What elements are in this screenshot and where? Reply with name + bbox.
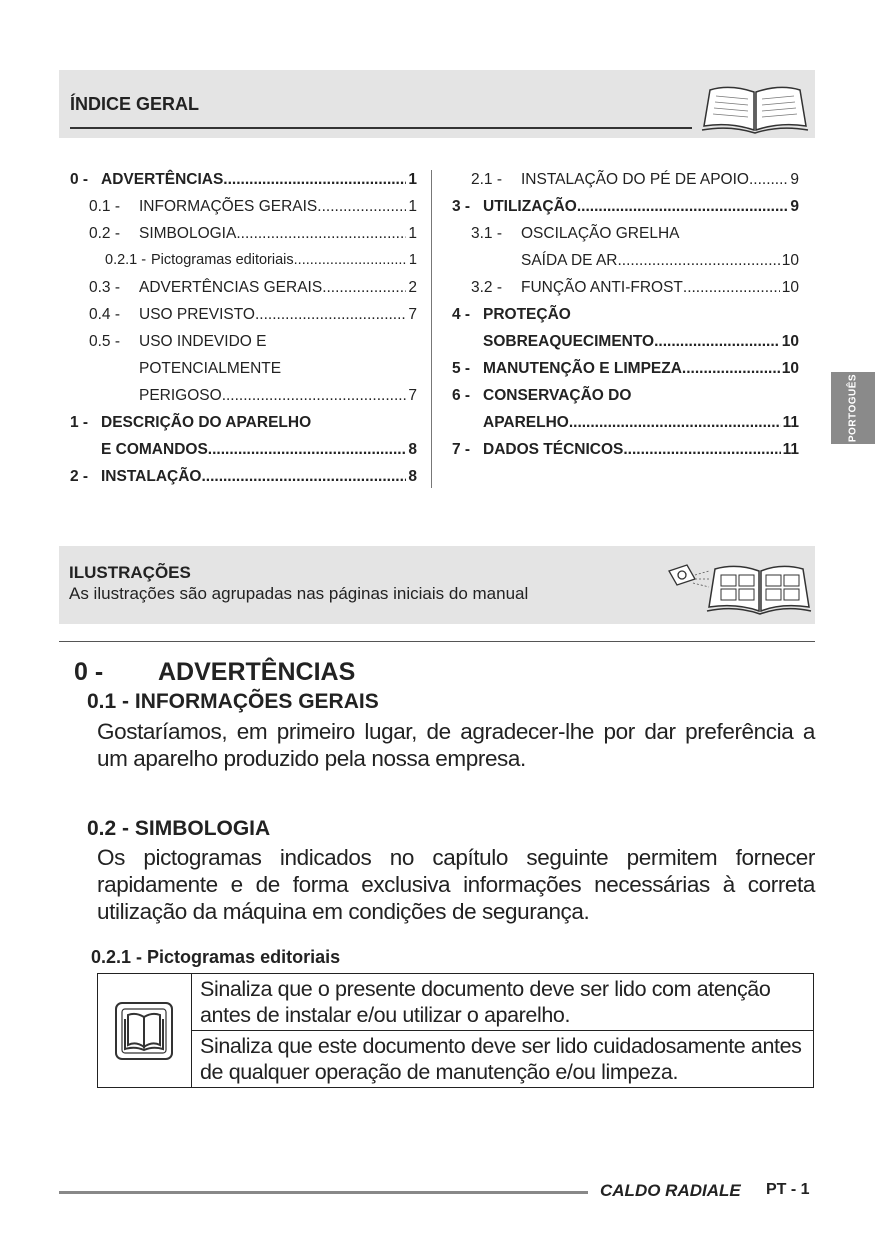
- toc-entry-number: 3 -: [452, 198, 471, 215]
- toc-leader-dots: [617, 247, 779, 274]
- toc-entry-text: SAÍDA DE AR: [521, 252, 618, 269]
- toc-entry-page: 10: [781, 360, 799, 377]
- toc-entry-number: 4 -: [452, 306, 471, 323]
- toc-leader-dots: [569, 409, 781, 436]
- index-title: ÍNDICE GERAL: [70, 94, 200, 114]
- toc-entry-page: 10: [781, 252, 799, 269]
- toc-right-column: [452, 166, 799, 463]
- toc-entry[interactable]: [70, 220, 417, 247]
- toc-leader-dots: [623, 436, 780, 463]
- toc-entry-text: PERIGOSO: [139, 387, 222, 404]
- toc-entry-number: 0.2.1 -: [105, 252, 147, 268]
- subsection-0-2-1-heading: 0.2.1 - Pictogramas editoriais: [91, 947, 341, 967]
- toc-entry-number: 0.1 -: [89, 198, 121, 215]
- illustrated-book-icon: [665, 557, 813, 615]
- toc-column-divider: [431, 170, 432, 488]
- toc-entry-text: USO PREVISTO: [139, 306, 255, 323]
- toc-entry[interactable]: [70, 436, 417, 463]
- toc-entry-page: 7: [408, 306, 417, 323]
- subsection-0-2-heading: 0.2 - SIMBOLOGIA: [87, 817, 271, 840]
- toc-entry-text: Pictogramas editoriais: [151, 252, 294, 268]
- toc-entry-text: APARELHO: [483, 414, 569, 431]
- section-heading: [74, 658, 355, 687]
- toc-leader-dots: [294, 247, 407, 274]
- footer-brand: CALDO RADIALE: [600, 1181, 741, 1200]
- toc-leader-dots: [255, 301, 406, 328]
- footer-page-number: PT - 1: [766, 1181, 810, 1198]
- toc-entry-page: 1: [408, 171, 417, 188]
- open-book-icon: [700, 80, 810, 134]
- toc-entry-number: 0.2 -: [89, 225, 121, 242]
- toc-entry-text: ADVERTÊNCIAS: [101, 171, 224, 188]
- toc-entry[interactable]: [452, 247, 799, 274]
- read-manual-icon: [114, 1001, 174, 1061]
- toc-entry-number: 7 -: [452, 441, 471, 458]
- toc-entry[interactable]: [70, 274, 417, 301]
- pictogram-table: [97, 973, 814, 1088]
- toc-entry[interactable]: [70, 382, 417, 409]
- toc-leader-dots: [201, 463, 406, 490]
- toc-entry-page: 2: [408, 279, 417, 296]
- index-title-rule: [70, 127, 692, 129]
- toc-entry[interactable]: [70, 463, 417, 490]
- toc-entry-text: ADVERTÊNCIAS GERAIS: [139, 279, 323, 296]
- toc-entry-text: SOBREAQUECIMENTO: [483, 333, 655, 350]
- section-separator: [59, 641, 815, 642]
- subsection-0-1-text: Gostaríamos, em primeiro lugar, de agradecer-lhe por dar preferência a um aparelho produzido pela nossa empresa.: [97, 719, 815, 771]
- toc-entry-page: 1: [408, 252, 417, 268]
- toc-entry[interactable]: [70, 301, 417, 328]
- toc-entry[interactable]: [452, 166, 799, 193]
- toc-entry-text: PROTEÇÃO: [483, 306, 571, 323]
- toc-entry-number: 0 -: [70, 171, 89, 188]
- toc-entry-text: DADOS TÉCNICOS: [483, 441, 624, 458]
- toc-entry-number: 2.1 -: [471, 171, 503, 188]
- toc-entry-text: OSCILAÇÃO GRELHA: [521, 225, 680, 242]
- toc-entry-text: SIMBOLOGIA: [139, 225, 237, 242]
- toc-entry-number: 1 -: [70, 414, 89, 431]
- toc-entry-number: 3.1 -: [471, 225, 503, 242]
- toc-entry-text: MANUTENÇÃO E LIMPEZA: [483, 360, 682, 377]
- toc-entry-text: INFORMAÇÕES GERAIS: [139, 198, 318, 215]
- toc-left-column: [70, 166, 417, 490]
- pictogram-row-read-before-maintenance: Sinaliza que este documento deve ser lido cuidadosamente antes de qualquer operação de manutenção e/ou limpeza.: [200, 1034, 802, 1084]
- toc-entry[interactable]: [452, 382, 799, 409]
- toc-entry[interactable]: [70, 328, 417, 355]
- toc-entry-page: 9: [790, 171, 799, 188]
- toc-entry-number: 0.3 -: [89, 279, 121, 296]
- language-side-tab: [831, 372, 875, 444]
- toc-entry[interactable]: [70, 355, 417, 382]
- section-title: ADVERTÊNCIAS: [158, 658, 356, 686]
- toc-entry-page: 11: [782, 414, 799, 431]
- toc-entry-number: 5 -: [452, 360, 471, 377]
- toc-entry[interactable]: [452, 193, 799, 220]
- illustrations-title: ILUSTRAÇÕES: [69, 563, 191, 582]
- toc-leader-dots: [577, 193, 789, 220]
- pictogram-row-read-before-install: Sinaliza que o presente documento deve ser lido com atenção antes de instalar e/ou utilizar o aparelho.: [192, 974, 813, 1031]
- toc-entry[interactable]: [452, 220, 799, 247]
- toc-entry-page: 9: [790, 198, 799, 215]
- toc-entry[interactable]: [70, 409, 417, 436]
- pictogram-cell: [98, 974, 192, 1087]
- toc-entry-number: 6 -: [452, 387, 471, 404]
- illustrations-subtitle: As ilustrações são agrupadas nas páginas iniciais do manual: [69, 584, 529, 603]
- toc-entry-number: 0.5 -: [89, 333, 121, 350]
- toc-entry-number: 0.4 -: [89, 306, 121, 323]
- language-tab-label: PORTOGUÊS: [847, 373, 859, 443]
- toc-entry[interactable]: [70, 247, 417, 274]
- toc-entry[interactable]: [452, 301, 799, 328]
- toc-entry-number: 2 -: [70, 468, 89, 485]
- toc-entry-text: USO INDEVIDO E: [139, 333, 267, 350]
- toc-entry-number: 3.2 -: [471, 279, 503, 296]
- toc-leader-dots: [222, 382, 407, 409]
- toc-entry-page: 1: [408, 225, 417, 242]
- toc-leader-dots: [749, 166, 788, 193]
- toc-entry-page: 8: [408, 441, 417, 458]
- toc-entry[interactable]: [452, 355, 799, 382]
- toc-entry-text: DESCRIÇÃO DO APARELHO: [101, 414, 312, 431]
- toc-entry-text: CONSERVAÇÃO DO: [483, 387, 632, 404]
- toc-entry-page: 11: [782, 441, 799, 458]
- toc-entry-page: 7: [408, 387, 417, 404]
- toc-entry[interactable]: [452, 409, 799, 436]
- toc-leader-dots: [682, 355, 780, 382]
- toc-entry-page: 10: [781, 279, 799, 296]
- toc-entry-text: POTENCIALMENTE: [139, 360, 282, 377]
- toc-leader-dots: [654, 328, 780, 355]
- section-number: 0 -: [74, 658, 104, 686]
- toc-entry-text: E COMANDOS: [101, 441, 208, 458]
- toc-leader-dots: [322, 274, 406, 301]
- toc-entry-text: FUNÇÃO ANTI-FROST: [521, 279, 683, 296]
- subsection-0-1-heading: 0.1 - INFORMAÇÕES GERAIS: [87, 690, 379, 713]
- toc-leader-dots: [683, 274, 780, 301]
- footer-rule: [59, 1191, 588, 1194]
- toc-entry-page: 1: [408, 198, 417, 215]
- toc-entry[interactable]: [452, 436, 799, 463]
- toc-entry[interactable]: [70, 193, 417, 220]
- toc-entry[interactable]: [452, 328, 799, 355]
- subsection-0-2-text: Os pictogramas indicados no capítulo seguinte permitem fornecer rapidamente e de forma exclusiva informações necessárias à correta utilização da máquina em condições de segurança.: [97, 845, 815, 924]
- toc-entry-text: UTILIZAÇÃO: [483, 198, 577, 215]
- toc-leader-dots: [317, 193, 406, 220]
- toc-entry-page: 8: [408, 468, 417, 485]
- toc-leader-dots: [236, 220, 406, 247]
- toc-entry-page: 10: [781, 333, 799, 350]
- toc-leader-dots: [223, 166, 406, 193]
- toc-entry-text: INSTALAÇÃO DO PÉ DE APOIO: [521, 171, 749, 188]
- toc-entry-text: INSTALAÇÃO: [101, 468, 202, 485]
- toc-entry[interactable]: [70, 166, 417, 193]
- toc-entry[interactable]: [452, 274, 799, 301]
- toc-leader-dots: [208, 436, 407, 463]
